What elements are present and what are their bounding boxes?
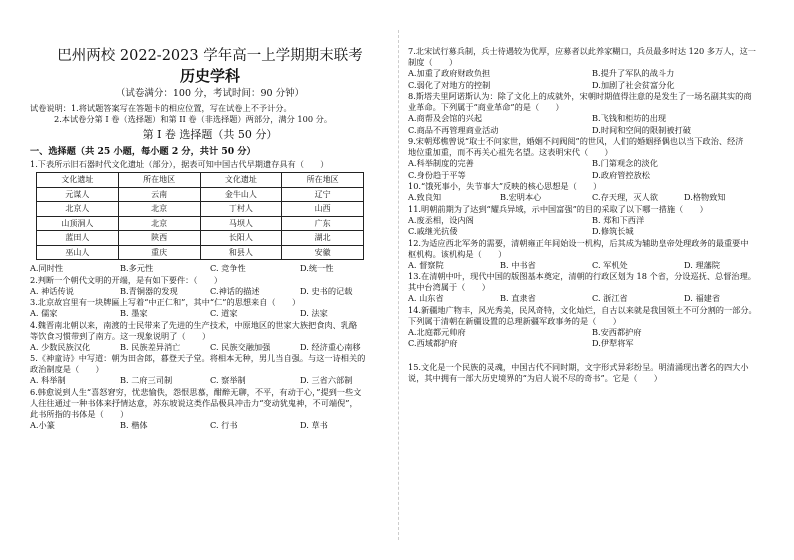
question-10-options <box>408 192 776 204</box>
option-d: D.政府管控放松 <box>592 169 650 180</box>
option-a: A.小篆 <box>30 419 55 430</box>
option-d: D. 三省六部制 <box>300 375 353 385</box>
table-cell: 重庆 <box>118 245 200 260</box>
option-d: D.统一性 <box>300 263 334 273</box>
option-b: B. 墨家 <box>120 308 148 318</box>
question-12-stem: 12.为适应西北军务的需要，清朝雍正年间始设一机构，后其成为辅助皇帝处理政务的最重要中 <box>408 237 749 248</box>
option-b: B. 楷体 <box>120 419 148 430</box>
table-cell: 蓝田人 <box>37 231 119 246</box>
question-13-stem: 13.在清朝中叶，现代中国的版图基本奠定，清朝的行政区划为 18 个省，分设巡抚、总督治理。 <box>408 271 756 281</box>
question-12-options <box>408 260 776 272</box>
option-b: B.门第观念的淡化 <box>592 158 658 168</box>
table-cell: 陕西 <box>118 231 200 246</box>
table-cell: 湖北 <box>282 231 364 246</box>
option-b: B. 中书省 <box>500 259 536 270</box>
option-b: B.飞钱和柜坊的出现 <box>592 113 667 123</box>
question-8-options-2 <box>408 125 776 137</box>
option-a: A.商帮及会馆的兴起 <box>408 113 483 123</box>
option-d: D.加剧了社会贫富分化 <box>592 79 675 90</box>
option-d: D.修筑长城 <box>592 226 634 236</box>
option-c: C.身份趋于平等 <box>408 169 466 180</box>
option-a: A. 少数民族汉化 <box>30 341 91 352</box>
option-a: A.致良知 <box>408 192 442 202</box>
table-cell: 北京 <box>118 202 200 217</box>
option-c: C.弱化了对地方的控制 <box>408 79 491 90</box>
option-c: C.西域都护府 <box>408 338 458 348</box>
table-cell: 丁村人 <box>200 202 282 217</box>
option-b: B. 直隶省 <box>500 293 536 303</box>
question-1-options <box>30 263 390 275</box>
option-b: B. 民族差异消亡 <box>120 341 181 352</box>
question-8-options <box>408 113 776 125</box>
question-5-stem: 5.《神童诗》中写道：朝为田舍郎，暮登天子堂。将相本无种，男儿当自强。与这一诗相关的 <box>30 353 366 363</box>
table-cell: 巫山人 <box>37 245 119 260</box>
question-14-stem-cont: 下列属于清朝在新疆设置的总理新疆军政事务的是（ ） <box>408 315 621 326</box>
question-11-options-2 <box>408 226 776 238</box>
exam-title: 巴州两校 2022-2023 学年高一上学期期末联考 <box>57 48 363 64</box>
question-3-stem: 3.北京故宫里有一块牌匾上写着“中正仁和”，其中“仁”的思想来自（ ） <box>30 297 301 307</box>
question-11-options <box>408 215 776 227</box>
option-c: C. 行书 <box>210 419 238 430</box>
option-d: D.格物致知 <box>684 192 726 202</box>
question-15-stem: 15.文化是一个民族的灵魂，中国古代不同时期，文字形式异彩纷呈。明清涌现出著名的四大小 <box>408 361 749 372</box>
option-c: C. 民族交融加强 <box>210 341 271 352</box>
option-c: C.商品不再管理商业活动 <box>408 124 499 135</box>
table-header-cell: 所在地区 <box>282 173 364 188</box>
question-7-stem: 7.北宋试行募兵制，兵士待遇较为优厚，应募者以此养家糊口，兵员最多时达 120 多万人，这一 <box>408 46 756 56</box>
option-a: A. 神话传说 <box>30 285 74 296</box>
exam-note-1: 试卷说明：1.将试题答案写在答题卡的相应位置，写在试卷上不予计分。 <box>30 103 292 113</box>
table-row <box>37 245 364 260</box>
option-a: A. 督察院 <box>408 259 444 270</box>
question-4-stem-cont: 等饮食习惯带到了南方。这一现象说明了（ ） <box>30 330 211 341</box>
option-b: B.宏明本心 <box>500 192 542 202</box>
question-9-options <box>408 158 776 170</box>
question-7-options <box>408 68 776 80</box>
table-cell: 和县人 <box>200 245 282 260</box>
table-cell: 云南 <box>118 187 200 202</box>
option-d: D. 史书的记载 <box>300 285 353 296</box>
option-c: C. 竞争性 <box>210 263 246 273</box>
option-c: C.戚继光抗倭 <box>408 226 458 236</box>
question-13-options <box>408 293 776 305</box>
question-9-stem: 9.宋朝郑樵曾说“取士不问家世，婚姻不问阀阅”的世风，人们的婚姻择偶也以当下政治、经济 <box>408 136 744 146</box>
option-d: D. 福建省 <box>684 293 721 303</box>
question-14-stem: 14.新疆地广物丰，风光秀美，民风奇特，文化灿烂，自古以来就是我国领土不可分割的一部分。 <box>408 304 757 315</box>
question-14-options-2 <box>408 338 776 350</box>
question-6-stem-end: 此书所指的书体是（ ） <box>30 408 129 419</box>
table-header-cell: 文化遗址 <box>200 173 282 188</box>
question-13-stem-cont: 其中台湾属于（ ） <box>408 282 490 292</box>
option-b: B.青铜器的发现 <box>120 285 178 296</box>
option-b: B. 郑和下西洋 <box>592 214 645 225</box>
question-9-options-2 <box>408 170 776 182</box>
option-b: B.提升了军队的战斗力 <box>592 68 675 78</box>
table-cell: 金牛山人 <box>200 187 282 202</box>
option-a: A.同时性 <box>30 263 64 273</box>
table-cell: 马坝人 <box>200 216 282 231</box>
option-a: A. 山东省 <box>408 293 444 303</box>
table-header-row <box>37 173 364 188</box>
table-cell: 长阳人 <box>200 231 282 246</box>
question-2-stem: 2.判断一个朝代文明的开端，是有如下要件：（ ） <box>30 274 223 285</box>
option-b: B. 二府三司制 <box>120 375 173 385</box>
column-divider <box>398 30 399 540</box>
option-d: D. 经济重心南移 <box>300 341 361 352</box>
table-row <box>37 187 364 202</box>
table-row <box>37 202 364 217</box>
right-column <box>408 46 776 384</box>
table-header-cell: 文化遗址 <box>37 173 119 188</box>
option-d: D.伊犁将军 <box>592 338 634 348</box>
option-d: D.时间和空间的限制被打破 <box>592 124 691 135</box>
question-7-options-2 <box>408 80 776 92</box>
question-10-stem: 10.“饿死事小，失节事大”反映的核心思想是（ ） <box>408 181 602 191</box>
question-3-options <box>30 308 390 320</box>
option-a: A. 儒家 <box>30 308 58 318</box>
option-d: D. 草书 <box>300 419 328 430</box>
table-cell: 广东 <box>282 216 364 231</box>
option-d: D. 法家 <box>300 308 328 318</box>
question-9-stem-cont: 地位重加重，而不再关心祖先名望。这表明宋代（ ） <box>408 147 613 157</box>
option-d: D. 理藩院 <box>684 259 721 270</box>
option-c: C.存天理，灭人欲 <box>592 192 658 202</box>
question-8-stem-cont: 业革命。下列属于“商业革命”的是（ ） <box>408 102 564 112</box>
option-c: C. 军机处 <box>592 259 628 270</box>
question-1-table <box>36 172 364 260</box>
question-8-stem: 8.斯塔夫里阿诺斯认为：除了文化上的成就外，宋朝时期值得注意的是发生了一场名副其实的商 <box>408 91 752 101</box>
exam-note-2: 2.本试卷分第 I 卷（选择题）和第 II 卷（非选择题）两部分，满分 100 分。 <box>54 114 333 124</box>
question-14-options <box>408 327 776 339</box>
table-cell: 北京人 <box>37 202 119 217</box>
table-header-cell: 所在地区 <box>118 173 200 188</box>
table-row <box>37 231 364 246</box>
score-line: （试卷满分：100 分，考试时间：90 分钟） <box>115 88 305 99</box>
question-1-stem: 1.下表所示旧石器时代文化遗址（部分），据表可知中国古代早期遗存具有（ ） <box>30 159 329 169</box>
table-cell: 山顶洞人 <box>37 216 119 231</box>
option-c: C.神话的描述 <box>210 285 260 296</box>
table-row <box>37 216 364 231</box>
question-6-stem: 6.韩愈说到人生“喜怒窘穷，忧悲愉佚，怨恨思慕，酣醉无聊，不平，有动于心，”提到一些文 <box>30 386 362 397</box>
option-c: C. 浙江省 <box>592 293 628 303</box>
table-cell: 山西 <box>282 202 364 217</box>
table-cell: 北京 <box>118 216 200 231</box>
left-column <box>30 40 390 431</box>
question-5-stem-cont: 政治制度是（ ） <box>30 364 104 374</box>
option-a: A.加重了政府财政负担 <box>408 68 491 78</box>
section-title: 第 I 卷 选择题（共 50 分） <box>142 128 278 141</box>
question-15-stem-cont: 说，其中拥有一部大历史境界的“为启人说不尽的奇书”。它是（ ） <box>408 372 662 383</box>
question-12-stem-cont: 枢机构。该机构是（ ） <box>408 248 507 259</box>
table-cell: 辽宁 <box>282 187 364 202</box>
section-heading: 一、选择题（共 25 小题，每小题 2 分，共计 50 分） <box>30 146 256 157</box>
question-6-stem-cont: 人往往通过一种书体来抒情达意，苏东坡说这类作品极具冲击力“变动犹鬼神，不可端倪”， <box>30 397 358 408</box>
option-c: C. 道家 <box>210 308 238 318</box>
question-4-options <box>30 342 390 354</box>
question-2-options <box>30 286 390 298</box>
option-a: A.废丞相，设内阁 <box>408 214 474 225</box>
question-11-stem: 11.明朝前期为了达到“耀兵异域，示中国富强”的目的采取了以下哪一措施（ ） <box>408 203 708 214</box>
question-5-options <box>30 375 390 387</box>
exam-subject: 历史学科 <box>179 67 240 85</box>
option-b: B.安西都护府 <box>592 326 642 337</box>
option-a: A.科举制度的完善 <box>408 158 474 168</box>
table-cell: 安徽 <box>282 245 364 260</box>
option-c: C. 察举制 <box>210 375 246 385</box>
question-6-options <box>30 420 390 432</box>
option-b: B.多元性 <box>120 263 154 273</box>
question-4-stem: 4.魏晋南北朝以来，南渡的士民带来了先进的生产技术，中原地区的世家大族把食肉、乳酪 <box>30 319 358 330</box>
question-7-stem-cont: 制度（ ） <box>408 57 458 67</box>
table-cell: 元谋人 <box>37 187 119 202</box>
option-a: A.北庭都元帅府 <box>408 326 466 337</box>
option-a: A. 科举制 <box>30 375 66 385</box>
